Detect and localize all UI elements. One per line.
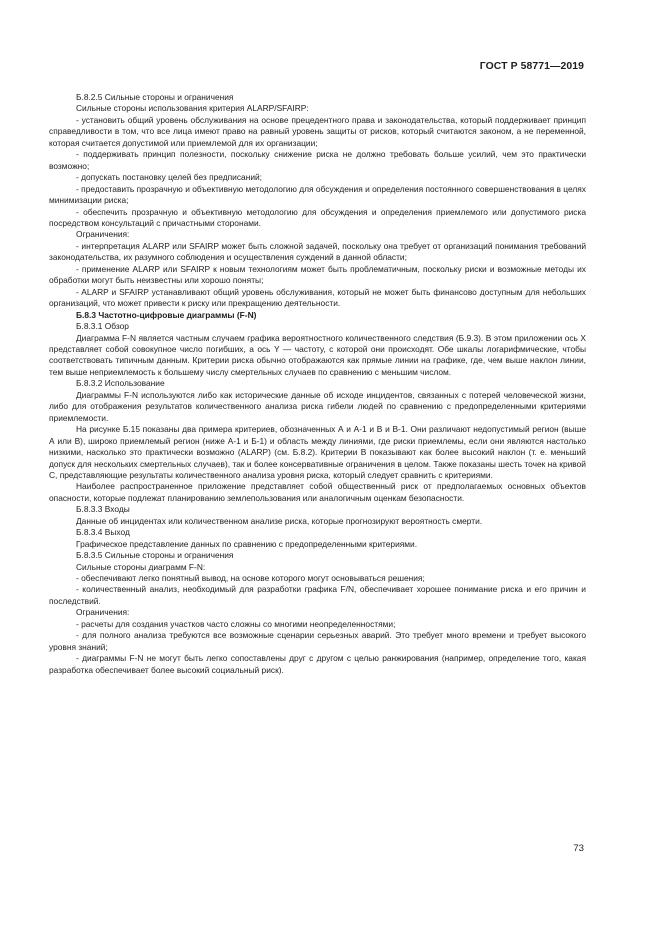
list-item: - допускать постановку целей без предписаний; <box>76 172 263 183</box>
subsection-heading: Б.8.3.4 Выход <box>76 527 130 538</box>
paragraph: Сильные стороны использования критерия ALARP/SFAIRP: <box>76 103 309 114</box>
paragraph: Диаграммы F-N используются либо как исторические данные об исходе инцидентов, связанных с потерей человеческой жизни, либо для отображения результатов количественного анализа риска гибели людей по сравнению с предопределенными критериями приемлемости. <box>49 389 586 423</box>
paragraph: На рисунке Б.15 показаны два примера критериев, обозначенных А и А-1 и В и В-1. Они различают недопустимый регион (выше А или В), широко приемлемый регион (ниже А-1 и Б-1) и область между линиями, где риски приемлемы, если они являются настолько низкими, насколько это практически возможно (ALARP) (см. Б.8.2). Критерии В показывают как более высокий наклон (т. е. меньший допуск для нескольких смертельных случаев), так и более консервативные ограничения в целом. Также показаны шесть точек на кривой С, представляющие результаты количественного анализа уровня риска, который следует сравнить с критериями. <box>49 424 586 480</box>
list-item: - диаграммы F-N не могут быть легко сопоставлены друг с другом с целью ранжирования (например, определение того, какая разработка обеспечивает более высокий социальный риск). <box>49 653 586 675</box>
subsection-heading: Б.8.3.1 Обзор <box>76 321 129 332</box>
paragraph: Ограничения: <box>76 229 130 240</box>
paragraph: Графическое представление данных по сравнению с предопределенными критериями. <box>76 538 418 549</box>
list-item: - применение ALARP или SFAIRP к новым технологиям может быть проблематичным, поскольку риски и возможные методы их обработки могут быть неизвестны или хорошо поняты; <box>49 263 586 286</box>
paragraph: Наиболее распространенное приложение представляет собой общественный риск от предполагаемых основных объектов опасности, которые подлежат планированию землепользования или аналогичным оценкам безопасности. <box>49 481 586 503</box>
paragraph: Ограничения: <box>76 607 130 618</box>
paragraph: Данные об инцидентах или количественном анализе риска, которые прогнозируют вероятность смерти. <box>76 515 483 526</box>
list-item: - ALARP и SFAIRP устанавливают общий уровень обслуживания, который не может быть финансово доступным для небольших организаций, что может привести к риску или прекращению деятельности. <box>49 286 586 309</box>
list-item: - обеспечивают легко понятный вывод, на основе которого могут основываться решения; <box>76 573 425 584</box>
list-item: - поддерживать принцип полезности, поскольку снижение риска не должно требовать больше усилий, чем это практически возможно; <box>49 149 586 171</box>
subsection-heading: Б.8.2.5 Сильные стороны и ограничения <box>76 92 234 102</box>
list-item: - обеспечить прозрачную и объективную методологию для обсуждения и определения приемлемого или допустимого риска посредством консультаций с причастными сторонами. <box>49 206 586 228</box>
subsection-heading: Б.8.3.3 Входы <box>76 504 130 515</box>
list-item: - интерпретация ALARP или SFAIRP может быть сложной задачей, поскольку она требует от организаций понимания требований законодательства, их разумного соблюдения и осуществления суждений в данной области; <box>49 240 586 263</box>
list-item: - предоставить прозрачную и объективную методологию для обсуждения и определения постоянного совершенствования в целях минимизации риска; <box>49 183 586 206</box>
subsection-heading: Б.8.3.5 Сильные стороны и ограничения <box>76 550 234 561</box>
subsection-heading: Б.8.3.2 Использование <box>76 378 165 389</box>
page-body <box>49 92 586 676</box>
document-code: ГОСТ Р 58771—2019 <box>479 61 584 72</box>
page-number: 73 <box>573 843 584 854</box>
list-item: - расчеты для создания участков часто сложны со многими неопределенностями; <box>76 618 396 629</box>
list-item: - количественный анализ, необходимый для разработки графика F/N, обеспечивает хорошее понимание риска и его причин и последствий. <box>49 584 586 606</box>
list-item: - для полного анализа требуются все возможные сценарии серьезных аварий. Это требует много времени и требует высокого уровня знаний; <box>49 630 586 652</box>
paragraph: Сильные стороны диаграмм F-N: <box>76 561 206 572</box>
list-item: - установить общий уровень обслуживания на основе прецедентного права и законодательства, который поддерживает принцип справедливости в том, что все лица имеют право на равный уровень защиты от рисков, который считаются законом, а не переменной, которая считается допустимой или приемлемой для их организации; <box>49 114 586 148</box>
paragraph: Диаграмма F-N является частным случаем графика вероятностного количественного следствия (Б.9.3). В этом приложении ось X представляет собой совокупное число погибших, а ось Y — частоту, с которой они происходят. Обе шкалы логарифмические, чтобы соответствовать типичным данным. Критерии риска обычно отображаются как прямые линии на графике, где, чем выше наклон линии, тем выше неприемлемость к большему числу смертельных случаев по сравнению с меньшим числом. <box>49 332 586 377</box>
section-heading: Б.8.3 Частотно-цифровые диаграммы (F-N) <box>76 309 257 320</box>
